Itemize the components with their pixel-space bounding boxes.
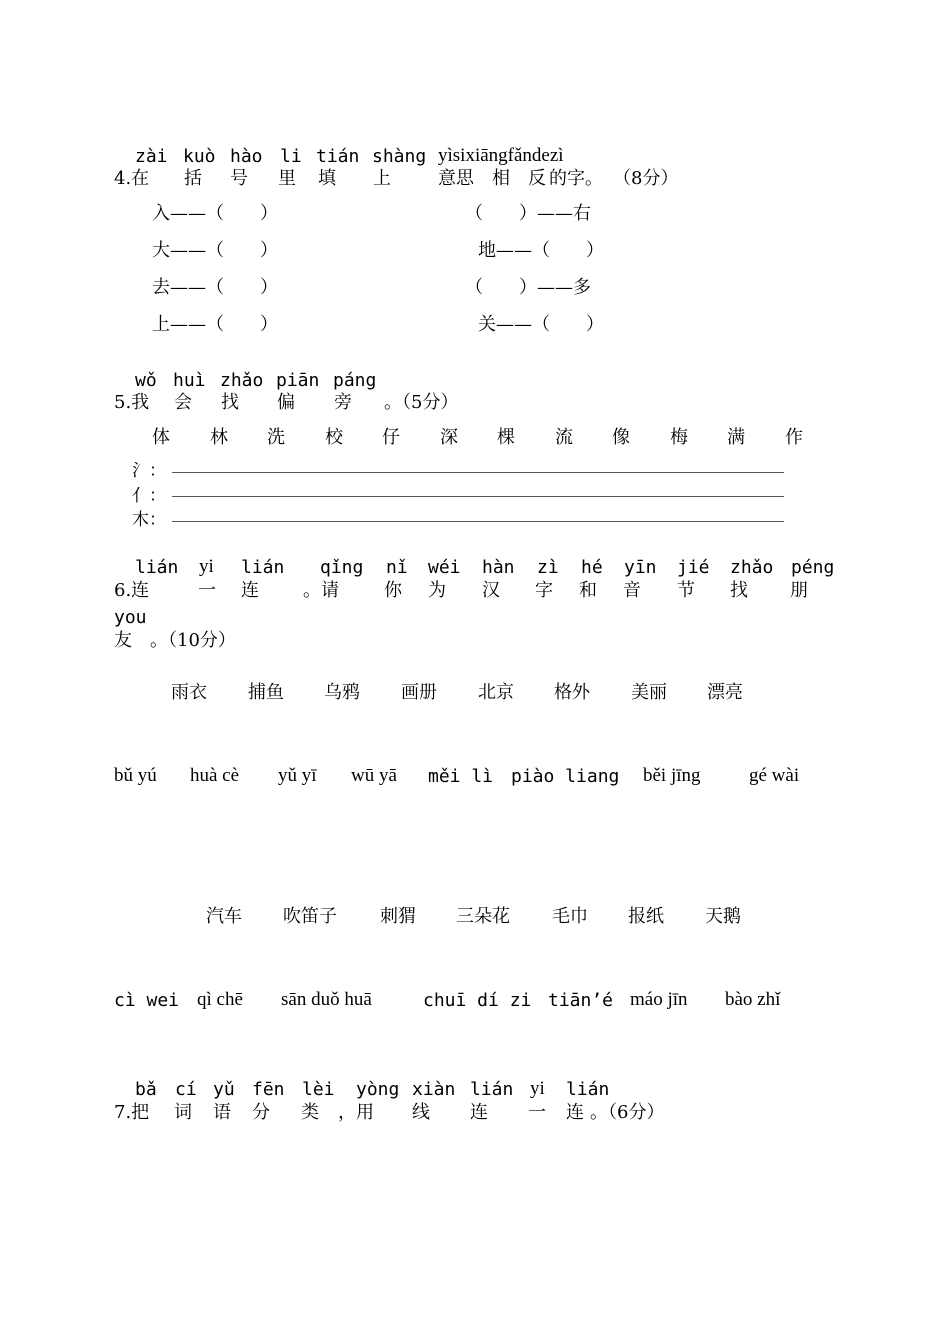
matching-word[interactable]: 格外 — [554, 682, 590, 703]
word: 棵 — [497, 427, 515, 448]
question-text: 语 — [213, 1102, 231, 1123]
word: 洗 — [267, 427, 285, 448]
question-text: 分 — [252, 1102, 270, 1123]
question-text: 一 — [528, 1102, 546, 1123]
word: 梅 — [670, 427, 688, 448]
matching-pinyin[interactable]: měi lì — [428, 766, 494, 787]
question-text: 线 — [412, 1102, 430, 1123]
question-text: 找 — [730, 580, 748, 601]
matching-pinyin[interactable]: qì chē — [197, 989, 243, 1010]
question-text: 。请 — [303, 580, 339, 601]
matching-pinyin[interactable]: gé wài — [749, 765, 800, 786]
antonym-right-item: （ ）——多 — [465, 277, 591, 298]
antonym-left-item: 入——（ ） — [152, 203, 278, 224]
matching-pinyin[interactable]: tiān’é — [548, 990, 614, 1011]
pinyin: lián — [470, 1079, 514, 1100]
matching-word[interactable]: 报纸 — [628, 906, 664, 927]
answer-line — [172, 521, 784, 522]
pinyin: kuò — [183, 146, 216, 167]
word: 流 — [555, 427, 573, 448]
question-text: 括 — [184, 168, 202, 189]
pinyin: lèi — [302, 1079, 335, 1100]
pinyin: zhǎo — [220, 370, 264, 391]
matching-pinyin[interactable]: yǔ yī — [278, 765, 317, 786]
pinyin: yi — [199, 556, 214, 577]
question-text: 会 — [174, 392, 192, 413]
matching-pinyin[interactable]: sān duǒ huā — [281, 989, 372, 1010]
matching-word[interactable]: 雨衣 — [171, 682, 207, 703]
question-text: 找 — [221, 392, 239, 413]
question-text: 上 — [373, 168, 391, 189]
pinyin: qǐng — [320, 557, 364, 578]
matching-pinyin[interactable]: huà cè — [190, 765, 240, 786]
word: 像 — [612, 427, 630, 448]
pinyin: lián — [241, 557, 285, 578]
pinyin: bǎ — [135, 1079, 157, 1100]
antonym-left-item: 上——（ ） — [152, 314, 278, 335]
radical-label: 亻： — [132, 486, 166, 506]
matching-pinyin[interactable]: máo jīn — [630, 989, 688, 1010]
matching-pinyin[interactable]: cì wei — [114, 990, 180, 1011]
pinyin: tián — [316, 146, 360, 167]
question-text: 旁 — [334, 392, 352, 413]
pinyin: cí — [175, 1079, 197, 1100]
pinyin: lián — [566, 1079, 610, 1100]
pinyin: hào — [230, 146, 263, 167]
question-text: 的字。 — [549, 168, 603, 189]
question-text: 4.在 — [114, 168, 150, 189]
question-text: 偏 — [277, 392, 295, 413]
pinyin: xiàn — [412, 1079, 456, 1100]
word: 满 — [727, 427, 745, 448]
pinyin: lián — [135, 557, 179, 578]
word: 深 — [440, 427, 458, 448]
matching-word[interactable]: 乌鸦 — [324, 682, 360, 703]
pinyin: zhǎo — [730, 557, 774, 578]
pinyin: péng — [791, 557, 835, 578]
question-text: 5.我 — [114, 392, 150, 413]
word: 仔 — [382, 427, 400, 448]
word: 校 — [325, 427, 343, 448]
matching-pinyin[interactable]: běi jīng — [643, 765, 701, 786]
matching-word[interactable]: 天鹅 — [705, 906, 741, 927]
question-text: 反 — [528, 168, 546, 189]
question-text: 音 — [623, 580, 641, 601]
pinyin: huì — [173, 370, 206, 391]
matching-word[interactable]: 美丽 — [631, 682, 667, 703]
question-text: 朋 — [790, 580, 808, 601]
matching-word[interactable]: 北京 — [478, 682, 514, 703]
question-text: ，用 — [338, 1102, 374, 1123]
question-text: 7.把 — [114, 1102, 150, 1123]
question-text: 汉 — [482, 580, 500, 601]
pinyin: wǒ — [135, 370, 157, 391]
pinyin: jié — [677, 557, 710, 578]
word: 作 — [785, 427, 803, 448]
word: 体 — [152, 427, 170, 448]
pinyin: you — [114, 607, 147, 628]
pinyin: hé — [581, 557, 603, 578]
pinyin: zài — [135, 146, 168, 167]
pinyin: zì — [537, 557, 559, 578]
pinyin: nǐ — [386, 557, 408, 578]
score-label: 。（6分） — [590, 1102, 665, 1123]
antonym-right-item: （ ）——右 — [465, 203, 591, 224]
matching-pinyin[interactable]: piào liang — [511, 766, 620, 787]
pinyin: páng — [333, 370, 377, 391]
matching-pinyin[interactable]: chuī dí zi — [423, 990, 532, 1011]
question-text: 你 — [384, 580, 402, 601]
word: 林 — [210, 427, 228, 448]
matching-word[interactable]: 吹笛子 — [283, 906, 337, 927]
pinyin: yòng — [356, 1079, 400, 1100]
antonym-left-item: 大——（ ） — [152, 240, 278, 261]
matching-word[interactable]: 画册 — [401, 682, 437, 703]
pinyin: yìsixiāngfǎndezì — [438, 145, 564, 166]
antonym-right-item: 地——（ ） — [478, 240, 604, 261]
pinyin: wéi — [428, 557, 461, 578]
pinyin: yīn — [624, 557, 657, 578]
question-text: 类 — [301, 1102, 319, 1123]
antonym-left-item: 去——（ ） — [152, 277, 278, 298]
question-text: 相 — [492, 168, 510, 189]
matching-word[interactable]: 毛巾 — [552, 906, 588, 927]
question-text: 节 — [677, 580, 695, 601]
matching-word[interactable]: 刺猬 — [380, 906, 416, 927]
score-label: （8分） — [613, 168, 679, 189]
question-text: 6.连 — [114, 580, 150, 601]
question-text: 号 — [230, 168, 248, 189]
question-text: 意思 — [438, 168, 474, 189]
pinyin: piān — [276, 370, 320, 391]
question-text: 连 — [470, 1102, 488, 1123]
matching-pinyin[interactable]: wū yā — [351, 765, 397, 786]
answer-line — [172, 472, 784, 473]
question-text: 字 — [535, 580, 553, 601]
question-text: 为 — [428, 580, 446, 601]
pinyin: fēn — [252, 1079, 285, 1100]
matching-word[interactable]: 捕鱼 — [248, 682, 284, 703]
question-text: 一 — [198, 580, 216, 601]
question-text: 连 — [241, 580, 259, 601]
matching-word[interactable]: 汽车 — [206, 906, 242, 927]
pinyin: shàng — [372, 146, 427, 167]
matching-pinyin[interactable]: bào zhǐ — [725, 989, 781, 1010]
pinyin: yǔ — [213, 1079, 235, 1100]
radical-label: 木： — [132, 510, 166, 530]
matching-pinyin[interactable]: bǔ yú — [114, 765, 157, 786]
answer-line — [172, 496, 784, 497]
question-text: 连 — [566, 1102, 584, 1123]
pinyin: yi — [530, 1078, 545, 1099]
question-text: 里 — [278, 168, 296, 189]
question-text: 友 。（10分） — [114, 630, 236, 651]
pinyin: li — [280, 146, 302, 167]
question-text: 和 — [579, 580, 597, 601]
score-label: 。（5分） — [384, 392, 459, 413]
antonym-right-item: 关——（ ） — [478, 314, 604, 335]
radical-label: 氵： — [132, 461, 166, 481]
matching-word[interactable]: 漂亮 — [707, 682, 743, 703]
question-text: 填 — [318, 168, 336, 189]
pinyin: hàn — [482, 557, 515, 578]
question-text: 词 — [174, 1102, 192, 1123]
matching-word[interactable]: 三朵花 — [456, 906, 510, 927]
